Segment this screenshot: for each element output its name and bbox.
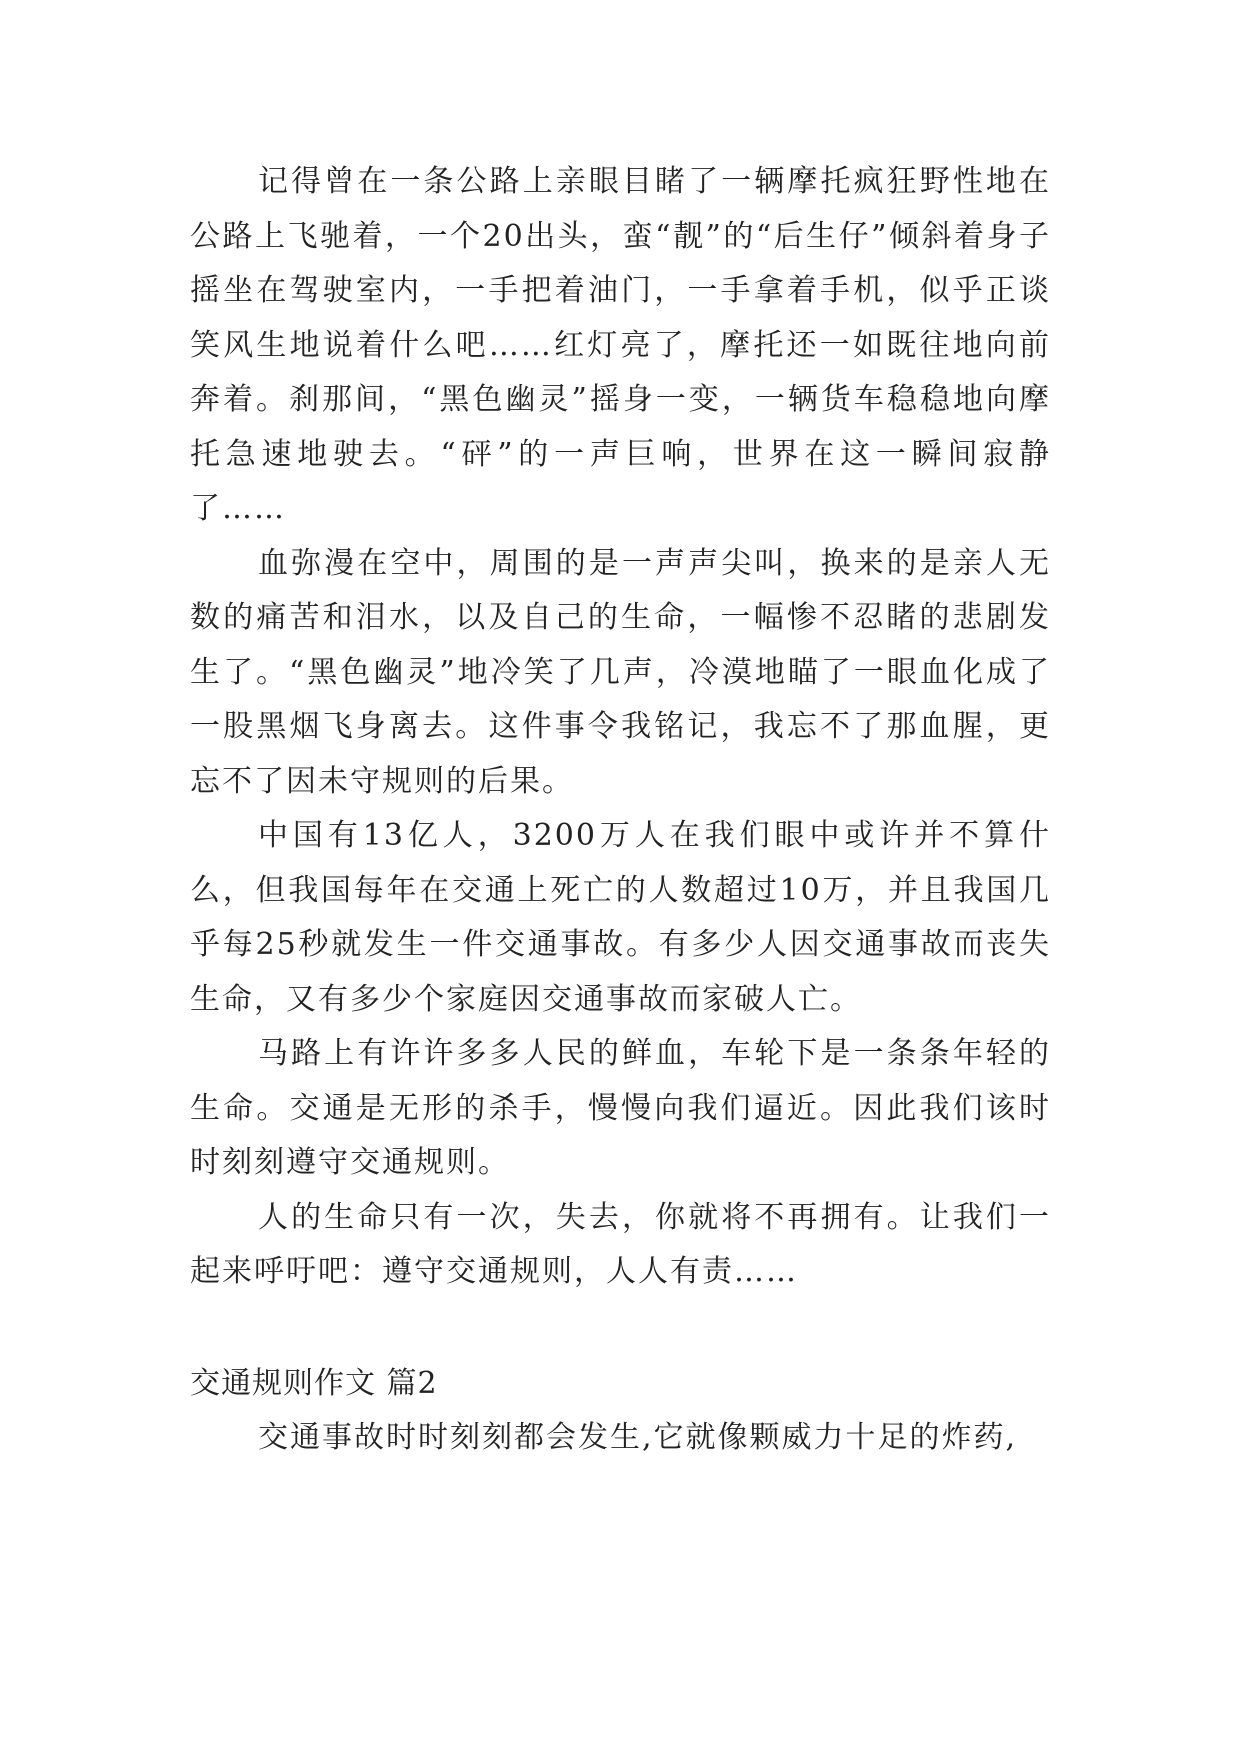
section-heading: 交通规则作文 篇2	[190, 1365, 438, 1401]
paragraph-3: 中国有13亿人，3200万人在我们眼中或许并不算什么，但我国每年在交通上死亡的人数超过10万，并且我国几乎每25秒就发生一件交通事故。有多少人因交通事故而丧失生命，又有多少个家庭因交通事故而家破人亡。	[190, 818, 1051, 1017]
paragraph-5: 人的生命只有一次，失去，你就将不再拥有。让我们一起来呼吁吧：遵守交通规则，人人有责……	[190, 1199, 1051, 1289]
paragraph-1: 记得曾在一条公路上亲眼目睹了一辆摩托疯狂野性地在公路上飞驰着，一个20出头，蛮“靓”的“后生仔”倾斜着身子摇坐在驾驶室内，一手把着油门，一手拿着手机，似乎正谈笑风生地说着什么吧……红灯亮了，摩托还一如既往地向前奔着。刹那间，“黑色幽灵”摇身一变，一辆货车稳稳地向摩托急速地驶去。“砰”的一声巨响，世界在这一瞬间寂静了……	[190, 164, 1051, 526]
document-body	[190, 155, 1051, 1466]
paragraph-2: 血弥漫在空中，周围的是一声声尖叫，换来的是亲人无数的痛苦和泪水，以及自己的生命，一幅惨不忍睹的悲剧发生了。“黑色幽灵”地冷笑了几声，冷漠地瞄了一眼血化成了一股黑烟飞身离去。这件事令我铭记，我忘不了那血腥，更忘不了因未守规则的后果。	[190, 545, 1051, 799]
paragraph-4: 马路上有许许多多人民的鲜血，车轮下是一条条年轻的生命。交通是无形的杀手，慢慢向我们逼近。因此我们该时时刻刻遵守交通规则。	[190, 1036, 1051, 1180]
section-paragraph-1: 交通事故时时刻刻都会发生,它就像颗威力十足的炸药,	[258, 1420, 1018, 1455]
